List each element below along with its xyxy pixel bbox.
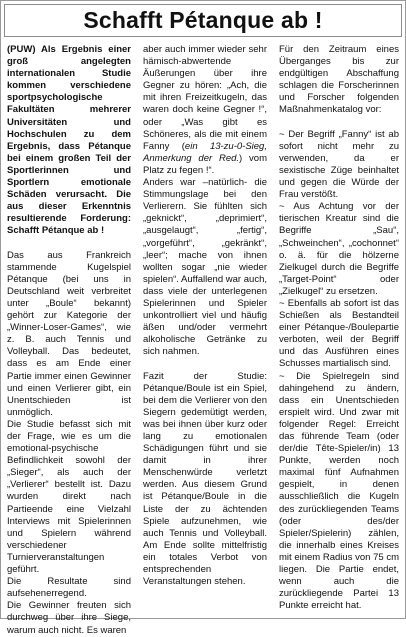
text-run: ) vom Platz zu fegen !“. [143,152,267,176]
text-run: aber auch immer wieder sehr hämisch-abwertende Äußerungen über ihre Gegner zu hören: „Ach, die mit ihren Freizeitkugeln, das waren doch keine Gegner !“, oder „Was gibt es Schöneres, als die mit einem Fanny ( [143,44,267,152]
column-2 [143,44,267,614]
measure-item: ~ Die Spielregeln sind dahingehend zu ändern, dass ein Unentschieden erspielt wird. Und zwar mit folgender Regel: Erreicht das führende Team (oder der/die Tête-Spieler/in) 13 Punkte, werden noch maximal fünf Aufnahmen gespielt, in denen ausschließlich die Kugeln des zurückliegenden Teams (oder des/der Spieler/Spielerin) zählen, die innerhalb eines Kreises mit einem Radius von 75 cm liegen. Die Partie endet, wenn auch die zurückliegende Partei 13 Punkte erreicht hat. [279,370,399,612]
headline-box [4,4,402,37]
paragraph: Anders war –natürlich- die Stimmungslage bei den Verlierern. Sie fühlten sich „geknickt“, „deprimiert“, „ausgelaugt“, „fertig“, „vorgeführt“, „gekränkt“, „leer“; mache von ihnen wollten sogar „nie wieder spielen“. Auffallend war auch, dass viele der unterlegenen Spielerinnen und Spieler unkontrolliert viel und häufig äßen und/oder vermehrt alkoholische Getränke zu sich nahmen. [143,177,267,358]
paragraph: Das aus Frankreich stammende Kugelspiel Pétanque (bei uns in Deutschland weit verbreitet unter „Boule“ bekannt) gehört zur Kategorie der „Winner-Loser-Games“, wie z. B. auch Tennis und Volleyball. Das bedeutet, dass es am Ende einer Partie immer einen Gewinner und einen Verlierer gibt, ein Unentschieden ist unmöglich. [7,249,131,418]
column-3 [279,44,399,614]
paragraph: Für den Zeitraum eines Überganges bis zur endgültigen Abschaffung schlagen die Forscherinnen und Forscher folgenden Maßnahmenkatalog vor: [279,44,399,116]
headline: Schafft Pétanque ab ! [83,7,323,33]
paragraph: Die Gewinner freuten sich durchweg über ihre Siege, warum auch nicht. Es waren [7,600,131,636]
paragraph: Die Resultate sind aufsehenerregend. [7,576,131,600]
paragraph [143,44,267,177]
measure-item: ~ Ebenfalls ab sofort ist das Schießen als Bestandteil einer Pétanque-/Boulepartie verboten, weil der Begriff und das Ausführen eines Schusses martialisch sind. [279,297,399,370]
measure-item: ~ Aus Achtung vor der tierischen Kreatur sind die Begriffe „Sau“, „Schweinchen“, „cochonnet“ o. ä. für die hölzerne Zielkugel durch die Begriffe „Target-Point“ oder „Zielkugel“ zu ersetzen. [279,201,399,297]
paragraph: Fazit der Studie: Pétanque/Boule ist ein Spiel, bei dem die Verlierer von den Siegern gedemütigt werden, was bei ihnen über kurz oder lang zu emotionalen Schädigungen führt und sie damit in ihrer Menschenwürde verletzt werden. Aus diesem Grund ist Pétanque/Boule in die Liste der zu ächtenden Spiele aufzunehmen, wie auch Tennis und Volleyball. Am Ende sollte mittelfristig ein totales Verbot von entsprechenden Veranstaltungen stehen. [143,370,267,588]
measure-item: ~ Der Begriff „Fanny“ ist ab sofort nicht mehr zu verwenden, da er sexistische Züge beinhaltet und gegen die Würde der Frau verstößt. [279,128,399,201]
editor-note: ein 13-zu-0-Sieg, Anmerkung der Red. [143,140,267,164]
paragraph: Die Studie befasst sich mit der Frage, wie es um die emotional-psychische Befindlichkeit sowohl der „Sieger“, als auch der „Verlierer“ bestellt ist. Dazu wurden direkt nach Partieende eine Vielzahl Interviews mit Spielerinnen und Spielern während verschiedener Turnierveranstaltungen geführt. [7,418,131,576]
lead-paragraph: (PUW) Als Ergebnis einer groß angelegten internationalen Studie kommen verschiedene sportpsychologische Fakultäten mehrerer Universitäten und Hochschulen zu dem Ergebnis, dass Pétanque bei einem großen Teil der Sportlerinnen und Sportlern emotionale Schäden verursacht. Die aus dieser Erkenntnis resultierende Forderung: Schafft Pétanque ab ! [7,44,131,237]
column-1 [7,44,131,636]
